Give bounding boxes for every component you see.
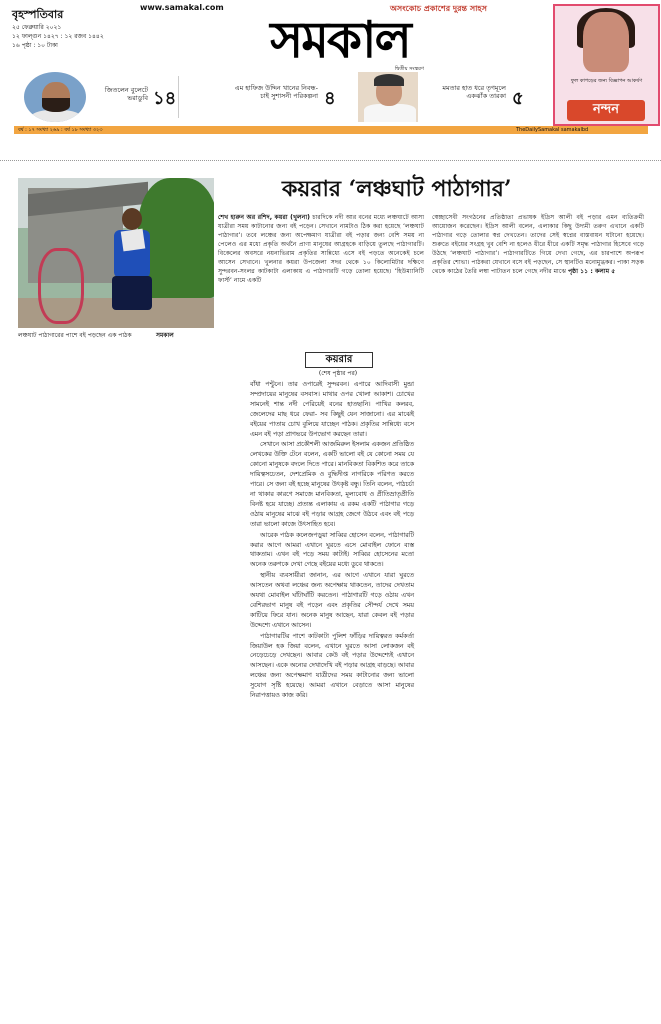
ad-brand: নন্দন (567, 100, 645, 121)
ad-caption: ফুল কাপড়ের জন্য বিজ্ঞাপন আকর্ষণ (570, 78, 643, 84)
continuation-paragraph: সেখানে আসা প্রকৌশলী আজমিরুল ইসলাম একজন প্রতিষ্ঠিত লেখকের উক্তি টেনে বলেন, একটি ভালো বই যে কোনো সময় যে কোনো মানুষকে বদলে দিতে পারে। মানবিকতা বিকশিত করে তাকে দায়িত্বসচেতন, দেশপ্রেমিক ও বুদ্ধিদীপ্ত নাগরিকে পরিণত করতে পারে। সে জন্য বই হচ্ছে মানুষের উৎকৃষ্ট বন্ধু। তিনি বলেন, পাঠচর্চা না থাকার কারণে সমাজে মানবিকতা, মূল্যবোধ ও প্রীতিভ্রাতৃপ্রীতি বিনষ্ট হয়ে যাচ্ছে। প্রত্যন্ত এলাকায় এ রকম একটি পাঠাগার গড়ে ওঠায় মানুষের মাঝে বই পড়ার আগ্রহ জেগে উঠবে এবং বই পড়ে তারা ভালো কাজে উৎসাহিত হবে। (250, 441, 414, 528)
photo-caption: লঞ্চঘাট পাঠাগারের পাশে বই পড়ছেন এক পাঠক (18, 332, 132, 339)
photo-reader (110, 208, 154, 318)
continuation-paragraph: বাঁধা পন্টুনে। তার ওপারেই সুন্দরবন। এপারে আদিবাসী মুন্ডা সম্প্রদায়ের মানুষের বসবাস। মাথার ওপর খোলা আকাশ। চোখের সামনেই শান্ত নদী পেরিয়েই বনের হাতছানি। পাখির কলরব, জেলেদের মাছ ধরে ফেরা- সব কিছুই যেন সাজানো। এর মাঝেই বইয়ের পাতায় চোখ বুলিয়ে যাচ্ছেন পাঠক। প্রকৃতির সান্নিধ্যে বসে এমন বই পড়া প্রাণভরে উপভোগ করছেন তারা। (250, 381, 414, 438)
continuation-subtitle: (শেষ পৃষ্ঠার পর) (318, 370, 358, 377)
article-photo (18, 178, 214, 328)
masthead-edition: দ্বিতীয় সংস্করণ (395, 66, 424, 72)
teaser-text-1[interactable]: জিতলেন বুলেটে ভরাডুবি (104, 86, 148, 102)
teaser-photo-beard (42, 98, 70, 112)
article-column-1 (218, 213, 424, 285)
article-byline: শেখ হারুন অর রশিদ, কয়রা (খুলনা) (218, 214, 310, 221)
masthead-pages-price: ১৬ পৃষ্ঠা : ১০ টাকা (12, 42, 58, 49)
continuation-paragraph: আরেক পাঠক কলেজপড়ুয়া সাব্বির হোসেন বলেন, পাঠাগারটি করার আগে আমরা এখানে ঘুরতে এসে মোবাইল ফোনে ব্যস্ত থাকতাম। এখন বই পড়ে সময় কাটাই। সাব্বির হোসেনের মতো অনেক তরুণকে দেখা গেছে বইয়ের মধ্যে ডুবে থাকতে। (250, 531, 414, 569)
teaser-page-1: ১৪ (153, 88, 177, 109)
masthead-date: ২৫ ফেব্রুয়ারি ২০২১ (12, 24, 62, 31)
teaser-row (18, 72, 548, 122)
masthead-date-bengali: ১২ ফাল্গুন ১৪২৭ : ১২ রজব ১৪৪২ (12, 33, 104, 40)
mamata-hair (374, 74, 404, 86)
continuation-column (250, 380, 414, 702)
teaser-photo-mamata (358, 72, 418, 122)
masthead-issue: বর্ষ : ১৭ সংখ্যা ২৬৯ : বর্ষ ১৮ সংখ্যা ৩২৩ (18, 127, 103, 133)
continuation-paragraph: পাঠাগারটির পাশে কাটকাটা পুলিশ ফাঁড়ির দায়িত্বরত কর্মকর্তা জিয়াউল হক জিয়া বলেন, এখানে ঘুরতে আসা লোকজন বই নেড়েচেড়ে দেখছেন। আবার কেউ বই পড়ার উদ্দেশ্যেই এখানে আসছেন। একে অন্যের দেখাদেখি বই পড়ার আগ্রহ বাড়ছে। আবার লঞ্চের জন্য অপেক্ষমাণ যাত্রীদের সময় কাটানোর জন্য ভালো সুযোগ সৃষ্টি হয়েছে। আমরা এখানে বেড়াতে আসা মানুষের নিরাপত্তায়ও কাজ করি। (250, 632, 414, 700)
teaser-page-2: ৪ (324, 88, 336, 109)
teaser-divider (178, 76, 179, 118)
teaser-photo-cricketer (24, 72, 86, 122)
teaser-text-2[interactable]: এম হাফিজ উদ্দিন খানের নিবন্ধ- চাই সুশাসনী পরিকল্পনা (234, 84, 318, 100)
teaser-page-3: ৫ (512, 88, 524, 109)
reader-legs (112, 276, 152, 310)
article-col2-text: স্বেচ্ছাসেবী সংগঠনের প্রতিষ্ঠাতা প্রভাষক ইদ্রিস আলী বই পড়ার এমন ব্যতিক্রমী আয়োজন করেছেন। ইদ্রিস আলী বলেন, এলাকার কিছু উদ্যমী তরুণ এখানে একটি পাঠাগার গড়ে তোলার স্বপ্ন দেখতেন। তাদের সেই স্বপ্নের বাস্তবায়ন ঘটানো হয়েছে। শুরুতে বইয়ের সংগ্রহ খুব বেশি না হলেও ধীরে ধীরে একটি সমৃদ্ধ পাঠাগার হিসেবে গড়ে উঠছে ‘লঞ্চঘাট পাঠাগার’। পাঠাগারটিতে গিয়ে দেখা গেছে, এর চারপাশে অপরূপ প্রকৃতির শোভা। পাঠকরা যেখানে বসে বই পড়ছেন, সে স্থানটিও মনোমুগ্ধকর। পাকা সড়ক থেকে কাঠের তৈরি লম্বা পাটাতন চলে গেছে নদীর মাঝে (432, 214, 644, 275)
masthead-bar (14, 126, 648, 134)
article-column-2 (432, 213, 644, 276)
separator (0, 160, 661, 161)
article-headline: কয়রার ‘লঞ্চঘাট পাঠাগার’ (282, 176, 512, 202)
article-jump-line[interactable]: পৃষ্ঠা ১১ : কলাম ৫ (567, 268, 616, 275)
photo-bicycle (38, 248, 84, 324)
masthead-social: TheDailySamakal samakalbd (516, 127, 589, 133)
masthead-url: www.samakal.com (140, 3, 224, 12)
masthead (0, 0, 661, 140)
teaser-text-3[interactable]: মমতার হাত ধরে তৃণমূলে একঝাঁক তারকা (442, 84, 506, 100)
masthead-day: বৃহস্পতিবার (12, 8, 64, 21)
newspaper-logo: সমকাল (270, 10, 410, 69)
photo-newspaper (121, 229, 146, 252)
masthead-advertisement (553, 4, 660, 126)
masthead-slogan: অসংকোচ প্রকাশের দুরন্ত সাহস (390, 4, 487, 13)
ad-model-face (583, 12, 629, 72)
continuation-paragraph: স্থানীয় ব্যবসায়ীরা জানান, এর আগে এখানে যারা ঘুরতে আসতেন অথবা লঞ্চের জন্য অপেক্ষায় থাকতেন, তাদের দেখতাম অযথা মোবাইল ঘাঁটাঘাঁটি করতেন। পাঠাগারটি গড়ে ওঠায় এখন বেশিরভাগ মানুষ বই পড়েন এবং প্রকৃতির সৌন্দর্য দেখে সময় কাটিয়ে ফিরে যান। অনেক মানুষ আছেন, যারা কেবল বই পড়ার উদ্দেশ্যে এখানে আসেন। (250, 572, 414, 629)
reader-head (122, 208, 142, 230)
mamata-sari (364, 104, 416, 122)
article-col1-text: চারদিকে নদী আর বনের মধ্যে লঞ্চঘাটে আসা যাত্রীরা সময় কাটানোর জন্য বই পড়েন। সেখানে নামটাও ঠিক করা হয়েছে ‘লঞ্চঘাট পাঠাগার’। তবে লঞ্চের জন্য অপেক্ষমাণ যাত্রীরা বই পড়ার জন্য বেশি সময় না পেলেও এর মধ্যে প্রকৃতি অর্থনৈ প্রাণা মানুষের আগ্রহকে বাড়িয়ে তুলছে পাঠাগারটি। বিকেলের অবসরে নয়নাভিরাম প্রকৃতির সান্নিধ্যে এসে বই পড়তে অনেকেই চলে আসেন সেখানে। খুলনার কয়রা উপজেলা সদর থেকে ১০ কিলোমিটার দক্ষিণে সুন্দরবন-সংলগ্ন কাটকাটা এলাকায় এ পাঠাগারটি গড়ে তোলা হয়েছে। ‘হিউম্যানিটি ফার্স্ট’ নামে একটি (218, 214, 425, 284)
photo-credit: সমকাল (156, 332, 174, 339)
continuation-title: কয়রার (305, 352, 373, 368)
